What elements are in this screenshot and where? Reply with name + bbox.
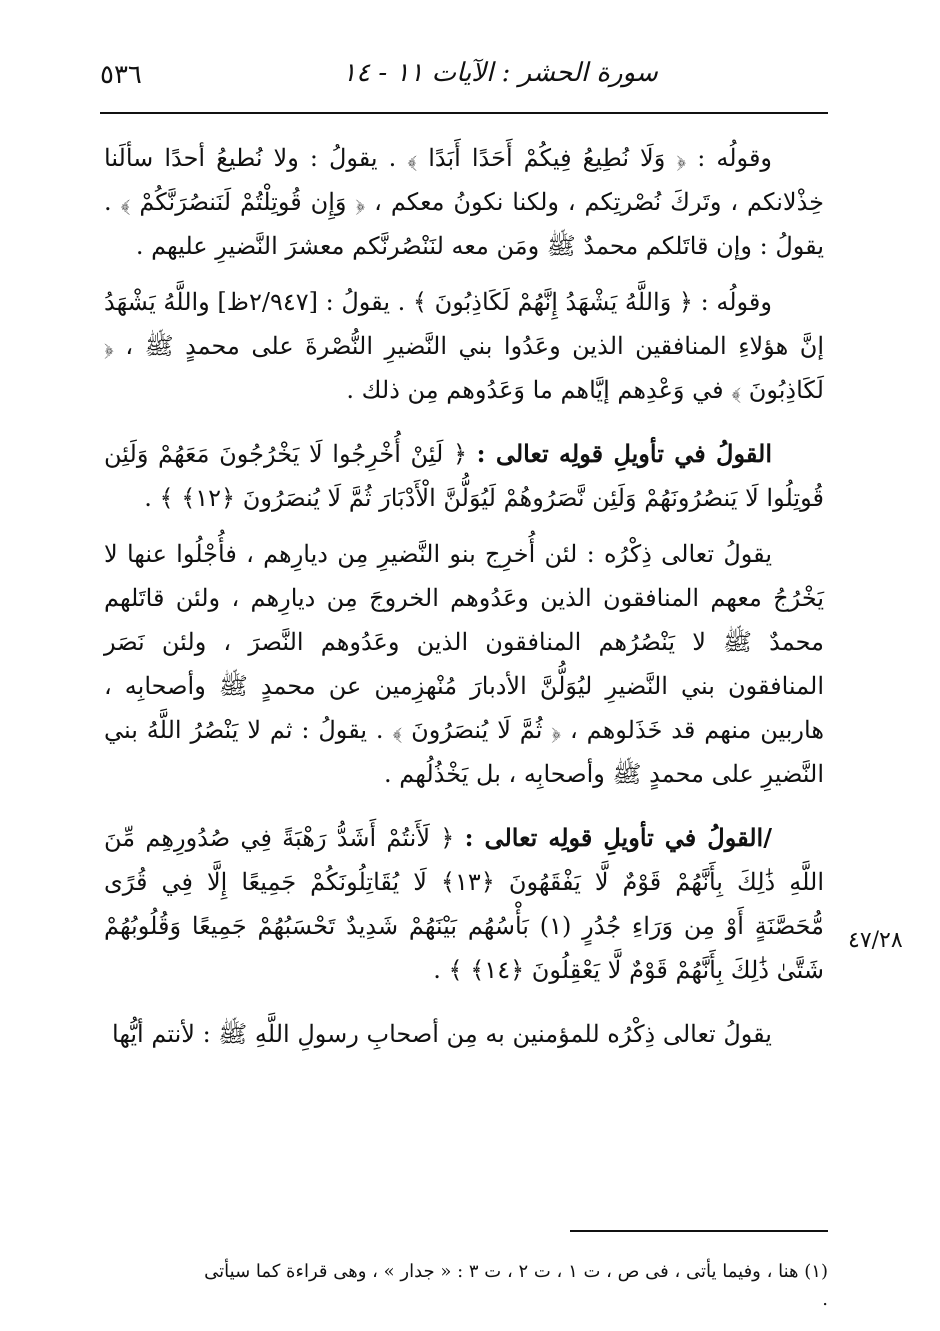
running-head: سورة الحشر : الآيات ١١ - ١٤ (342, 58, 658, 88)
paragraph-text: وقولُه : ﴿ وَلَا نُطِيعُ فِيكُمْ أَحَدًا أَبَدًا ﴾ . يقولُ : ولا نُطيعُ أحدًا سألَنا خِذْلانكم ، وتَركَ نُصْرتِكم ، ولكنا نكونُ معكم ، ﴿ وَإِن قُوتِلْتُمْ لَنَنصُرَنَّكُمْ ﴾ . يقولُ : وإن قاتَلكم محمدٌ ﷺ ومَن معه لنَنْصُرنَّكم معشرَ النَّضيرِ عليهم . (104, 144, 824, 260)
paragraph-text: يقولُ تعالى ذِكْرُه : لئن أُخرِج بنو النَّضيرِ مِن ديارِهم ، فأُجْلُوا عنها لا يَخْرُجُ معهم المنافقون الذين وعَدُوهم الخروجَ مِن ديارِهم ، ولئن قاتَلهم محمدٌ ﷺ لا يَنْصُرُهم المنافقون الذين وعَدُوهم النَّصرَ ، ولئن نَصَر المنافقون بني النَّضيرِ ليُوَلُّنَّ الأدبارَ مُنْهزِمين عن محمدٍ ﷺ وأصحابِه ، هاربين منهم قد خَذَلوهم ، ﴿ ثُمَّ لَا يُنصَرُونَ ﴾ . يقولُ : ثم لا يَنْصُرُ اللَّهُ بني النَّضيرِ على محمدٍ ﷺ وأصحابِه ، بل يَخْذُلُهم . (104, 540, 825, 788)
paragraph (104, 136, 824, 268)
paragraph-text: يقولُ تعالى ذِكْرُه للمؤمنين به مِن أصحابِ رسولِ اللَّهِ ﷺ : لأنتم أيُّها (112, 1020, 772, 1048)
section-heading-paragraph (104, 432, 824, 520)
footnote: (١) هنا ، وفيما يأتى ، فى ص ، ت ١ ، ت ٢ ، ت ٣ : « جدار » ، وهى قراءة كما سيأتى . (204, 1261, 828, 1310)
header-rule (100, 112, 828, 114)
page-header (100, 58, 828, 102)
footnote-rule (570, 1230, 828, 1232)
paragraph (104, 1012, 824, 1056)
body-text (104, 136, 824, 1068)
paragraph-text: وقولُه : ﴿ وَاللَّهُ يَشْهَدُ إِنَّهُمْ لَكَاذِبُونَ ﴾ . يقولُ : [٢/٩٤٧ظ] واللَّهُ يَشْهَدُ إنَّ هؤلاءِ المنافقين الذين وعَدُوا بني النَّضيرِ النُّصْرةَ على محمدٍ ﷺ ، ﴿ لَكَاذِبُونَ ﴾ في وَعْدِهم إيَّاهم ما وَعَدُوهم مِن ذلك . (104, 288, 824, 404)
page-number: ٥٣٦ (100, 60, 142, 90)
paragraph (104, 280, 824, 412)
paragraph (104, 532, 824, 796)
section-heading: القولُ في تأويلِ قولِه تعالى : (476, 439, 772, 468)
quran-verse: ﴿ لَأَنتُمْ أَشَدُّ رَهْبَةً فِي صُدُورِهِم مِّنَ اللَّهِ ذَٰلِكَ بِأَنَّهُمْ قَوْمٌ لَّا يَفْقَهُونَ ﴿١٣﴾ لَا يُقَاتِلُونَكُمْ جَمِيعًا إِلَّا فِي قُرًى مُّحَصَّنَةٍ أَوْ مِن وَرَاءِ جُدُرٍ (١) بَأْسُهُم بَيْنَهُمْ شَدِيدٌ تَحْسَبُهُمْ جَمِيعًا وَقُلُوبُهُمْ شَتَّىٰ ذَٰلِكَ بِأَنَّهُمْ قَوْمٌ لَّا يَعْقِلُونَ ﴿١٤﴾ ﴾ . (104, 824, 825, 984)
section-heading: /القولُ في تأويلِ قولِه تعالى : (464, 823, 772, 852)
margin-reference: ٤٧/٢٨ (848, 928, 903, 953)
quran-verse: ﴿ لَئِنْ أُخْرِجُوا لَا يَخْرُجُونَ مَعَهُمْ وَلَئِن قُوتِلُوا لَا يَنصُرُونَهُمْ وَلَئِن نَّصَرُوهُمْ لَيُوَلُّنَّ الْأَدْبَارَ ثُمَّ لَا يُنصَرُونَ ﴿١٢﴾ ﴾ . (104, 440, 824, 512)
section-heading-paragraph (104, 816, 824, 992)
